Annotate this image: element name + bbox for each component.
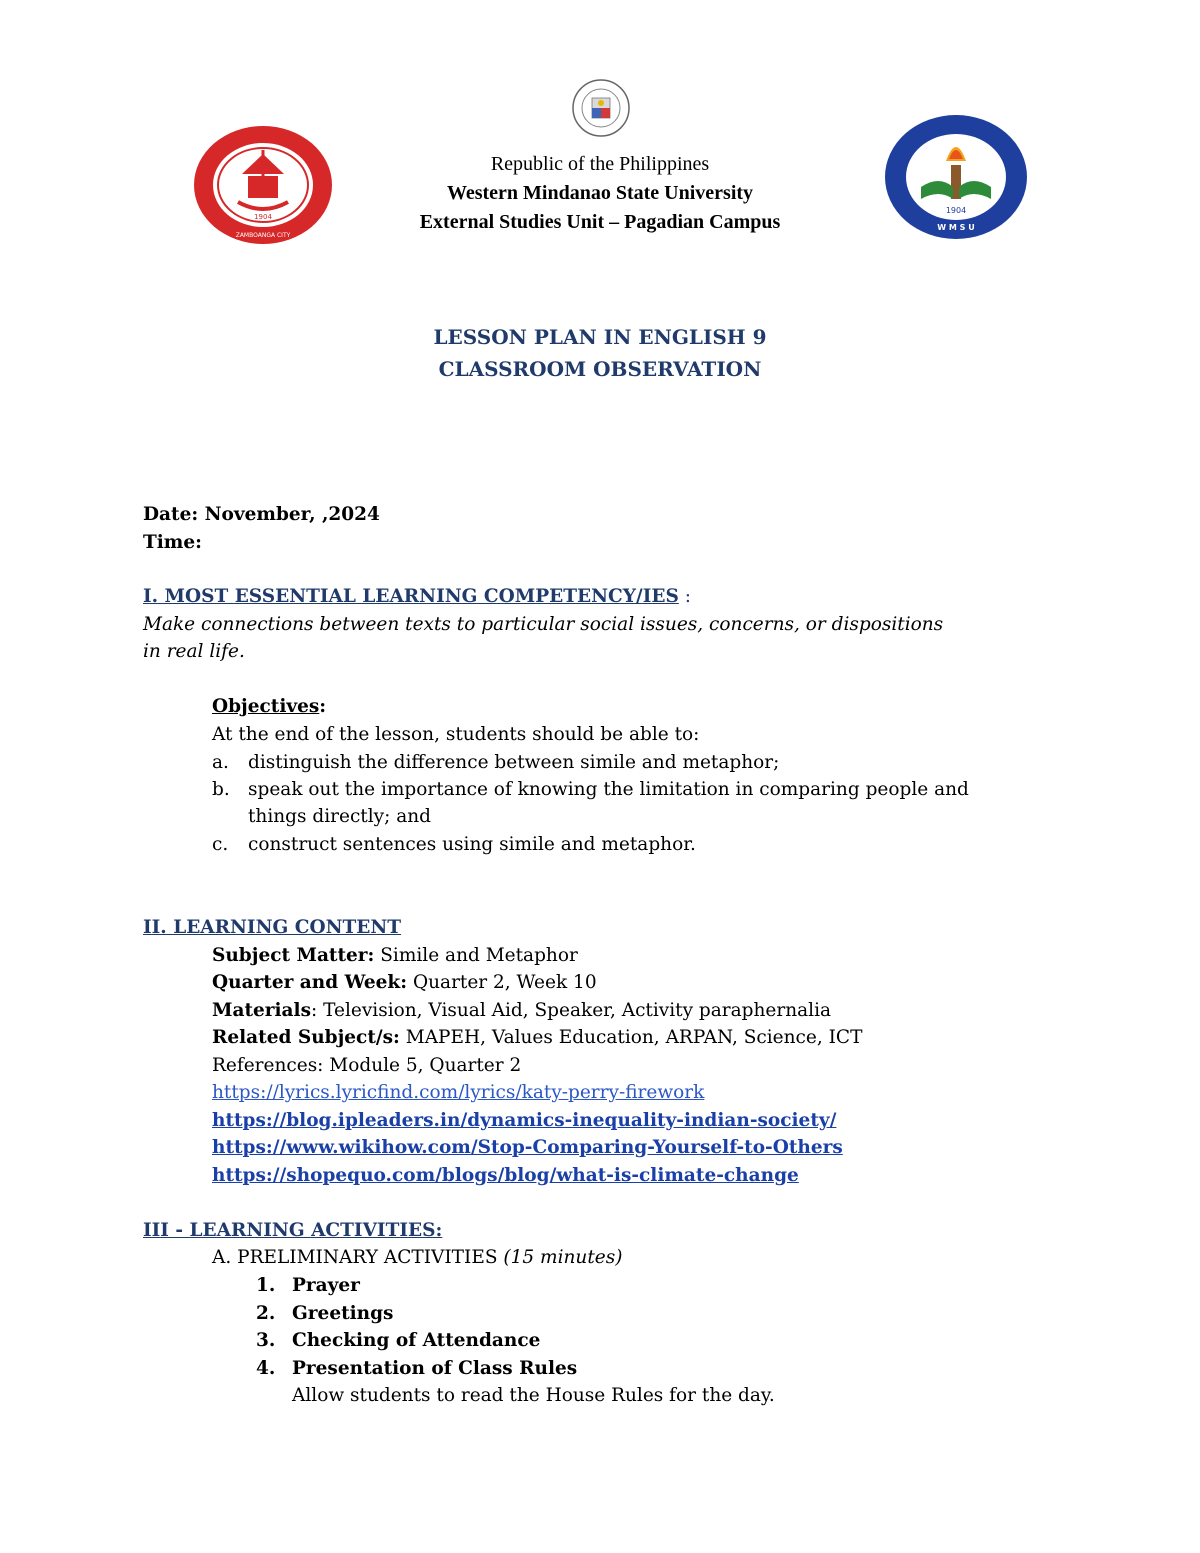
activity-label: Checking of Attendance: [292, 1330, 541, 1351]
quarter-week-value: Quarter 2, Week 10: [407, 972, 597, 993]
related-subjects-row: [212, 1024, 862, 1052]
objective-marker: a.: [212, 752, 229, 773]
objectives-intro: At the end of the lesson, students should be able to:: [212, 724, 700, 745]
philippine-seal: [571, 78, 631, 138]
activity-item: [256, 1300, 393, 1328]
activity-number: 2.: [256, 1303, 276, 1324]
references-row: References: Module 5, Quarter 2: [212, 1055, 522, 1076]
time-line: Time:: [143, 532, 202, 553]
objective-item: [212, 831, 696, 859]
activity-number: 1.: [256, 1275, 276, 1296]
materials-label: Materials: [212, 1000, 311, 1021]
date-line: Date: November, ,2024: [143, 504, 380, 525]
cte-logo-year: 1904: [945, 206, 967, 215]
activity-label: Prayer: [292, 1275, 360, 1296]
materials-value: : Television, Visual Aid, Speaker, Activity paraphernalia: [311, 1000, 832, 1021]
preliminary-activities-heading: A. PRELIMINARY ACTIVITIES: [212, 1247, 498, 1268]
activity-label: Greetings: [292, 1303, 394, 1324]
cte-logo: [883, 113, 1029, 241]
section1-heading: I. MOST ESSENTIAL LEARNING COMPETENCY/IES: [143, 586, 679, 607]
objective-item: [212, 749, 779, 777]
objective-text: construct sentences using simile and metaphor.: [248, 834, 696, 855]
quarter-week-row: [212, 969, 597, 997]
class-rules-note: Allow students to read the House Rules for the day.: [292, 1385, 775, 1406]
cte-logo-acronym: W M S U: [937, 223, 975, 232]
objective-text: distinguish the difference between simile and metaphor;: [248, 752, 780, 773]
objective-marker: c.: [212, 834, 229, 855]
activity-item: [256, 1272, 360, 1300]
objective-text: speak out the importance of knowing the limitation in comparing people and: [248, 779, 969, 800]
section3-heading: III - LEARNING ACTIVITIES:: [143, 1220, 443, 1241]
subject-matter-label: Subject Matter:: [212, 945, 375, 966]
quarter-week-label: Quarter and Week:: [212, 972, 408, 993]
competency-text-line1: Make connections between texts to particular social issues, concerns, or dispositions: [143, 614, 944, 635]
wmsu-logo-year: 1904: [254, 213, 272, 221]
reference-link[interactable]: https://blog.ipleaders.in/dynamics-inequality-indian-society/: [212, 1110, 837, 1131]
university-line: Western Mindanao State University: [446, 182, 754, 204]
wmsu-logo: [192, 124, 334, 246]
activity-label: Presentation of Class Rules: [292, 1358, 578, 1379]
objectives-colon: :: [319, 696, 327, 717]
competency-text-line2: in real life.: [143, 641, 245, 662]
objectives-label: Objectives: [212, 696, 320, 717]
activity-number: 4.: [256, 1358, 276, 1379]
section1-colon: :: [678, 586, 691, 607]
reference-link[interactable]: https://www.wikihow.com/Stop-Comparing-Yourself-to-Others: [212, 1137, 843, 1158]
objective-item: [212, 776, 969, 804]
wmsu-logo-city: ZAMBOANGA CITY: [235, 232, 291, 239]
related-subjects-label: Related Subject/s:: [212, 1027, 400, 1048]
subject-matter-row: [212, 942, 578, 970]
reference-link[interactable]: https://lyrics.lyricfind.com/lyrics/katy-perry-firework: [212, 1082, 705, 1103]
related-subjects-value: MAPEH, Values Education, ARPAN, Science, ICT: [399, 1027, 863, 1048]
section2-heading: II. LEARNING CONTENT: [143, 917, 402, 938]
lesson-plan-subtitle: CLASSROOM OBSERVATION: [438, 357, 762, 381]
reference-link[interactable]: https://shopequo.com/blogs/blog/what-is-climate-change: [212, 1165, 799, 1186]
campus-line: External Studies Unit – Pagadian Campus: [419, 211, 781, 233]
activity-number: 3.: [256, 1330, 276, 1351]
preliminary-activities-row: [212, 1244, 622, 1272]
country-line: Republic of the Philippines: [490, 153, 710, 175]
preliminary-activities-duration: (15 minutes): [497, 1247, 623, 1268]
objective-marker: b.: [212, 779, 230, 800]
objectives-heading: [212, 693, 326, 721]
materials-row: [212, 997, 831, 1025]
activity-item: [256, 1355, 577, 1383]
objective-text-continuation: things directly; and: [248, 806, 432, 827]
lesson-plan-title: LESSON PLAN IN ENGLISH 9: [433, 325, 767, 349]
subject-matter-value: Simile and Metaphor: [374, 945, 578, 966]
section1-heading-row: [143, 583, 691, 611]
activity-item: [256, 1327, 540, 1355]
